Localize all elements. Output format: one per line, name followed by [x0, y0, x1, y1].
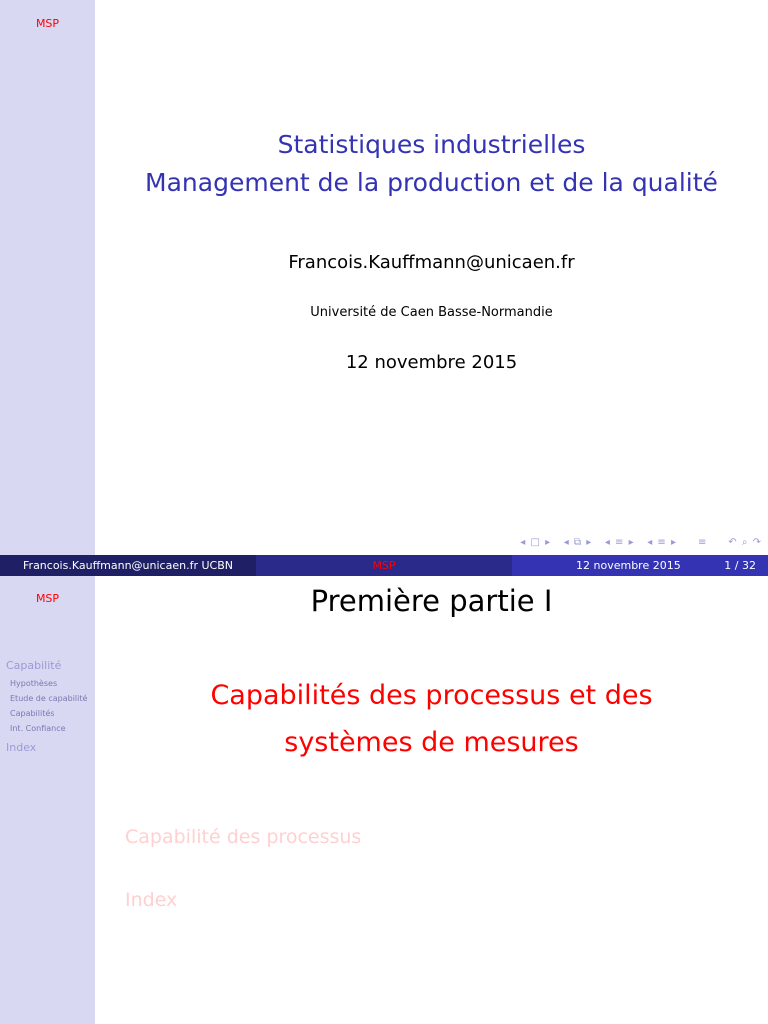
institute: Université de Caen Basse-Normandie: [310, 305, 553, 320]
footer-date: 12 novembre 2015: [576, 559, 681, 572]
part-slide: [0, 576, 768, 1024]
navigation-symbols: [520, 537, 762, 548]
author: Francois.Kauffmann@unicaen.fr: [288, 252, 575, 273]
footer-author: Francois.Kauffmann@unicaen.fr UCBN: [0, 555, 256, 576]
part-prev-icon[interactable]: ◂: [647, 537, 654, 548]
sidebar: [0, 576, 95, 1024]
forward-icon[interactable]: ↷: [752, 537, 762, 548]
sidebar-logo[interactable]: MSP: [35, 17, 60, 30]
subsection-icon[interactable]: ⧉: [573, 537, 583, 548]
toc-item[interactable]: Capabilité des processus: [125, 826, 362, 848]
part-subtitle-line: Capabilités des processus et des: [210, 680, 653, 711]
sidebar-subsection[interactable]: Int. Confiance: [10, 724, 66, 733]
document-icon[interactable]: ≡: [697, 537, 708, 548]
footer-right: [512, 555, 768, 576]
footer-page-number: 1 / 32: [724, 559, 756, 572]
sidebar-section-capabilite[interactable]: Capabilité: [6, 659, 62, 672]
sidebar-section-index[interactable]: Index: [6, 741, 37, 754]
part-title: Première partie I: [310, 584, 553, 618]
footer-title[interactable]: MSP: [256, 555, 512, 576]
part-next-icon[interactable]: ▸: [671, 537, 678, 548]
sidebar-subsection[interactable]: Capabilités: [10, 709, 55, 718]
sidebar-subsection[interactable]: Hypothèses: [10, 679, 58, 688]
toc-item[interactable]: Index: [125, 889, 178, 911]
subsection-prev-icon[interactable]: ◂: [563, 537, 570, 548]
section-next-icon[interactable]: ▸: [628, 537, 635, 548]
subsection-next-icon[interactable]: ▸: [586, 537, 593, 548]
presentation-subtitle: Management de la production et de la qualité: [145, 168, 718, 197]
frame-prev-icon[interactable]: ◂: [520, 537, 527, 548]
frame-icon[interactable]: □: [530, 537, 541, 548]
sidebar-nav: [6, 659, 87, 758]
search-icon[interactable]: ⌕: [741, 537, 749, 548]
footline: [0, 555, 768, 576]
section-prev-icon[interactable]: ◂: [604, 537, 611, 548]
sidebar: [0, 0, 95, 576]
sidebar-subsection[interactable]: Etude de capabilité: [10, 694, 88, 703]
part-subtitle-line: systèmes de mesures: [284, 727, 579, 758]
part-icon[interactable]: ≡: [657, 537, 667, 548]
part-subtitle: [95, 672, 768, 766]
section-icon[interactable]: ≡: [615, 537, 625, 548]
frame-next-icon[interactable]: ▸: [545, 537, 552, 548]
presentation-date: 12 novembre 2015: [345, 352, 518, 373]
back-icon[interactable]: ↶: [728, 537, 738, 548]
sidebar-logo[interactable]: MSP: [35, 592, 60, 605]
presentation-title: Statistiques industrielles: [277, 130, 586, 159]
